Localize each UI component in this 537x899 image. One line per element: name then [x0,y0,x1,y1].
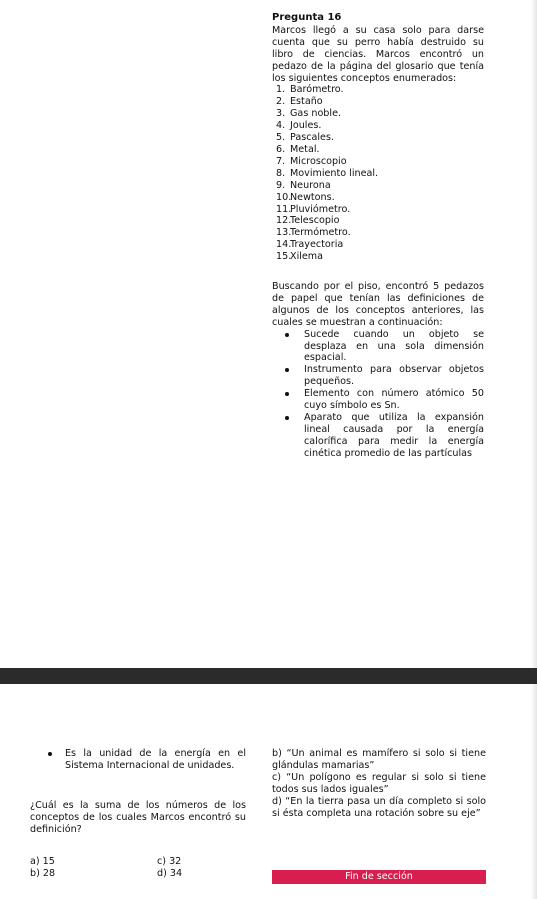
concept-item [276,143,484,156]
page-divider [0,668,537,684]
question-paragraph-2: Buscando por el piso, encontró 5 pedazos de papel que tenían las definiciones de algunos de los conceptos anteriores, las cuales se muestran a continuación: [272,281,484,328]
concept-number: 10. [276,191,292,203]
concept-text: Microscopio [290,155,347,167]
concept-item [276,191,484,204]
concept-number: 7. [276,155,286,167]
concept-text: Newtons. [290,191,335,203]
definition-item: Es la unidad de la energía en el Sistema Internacional de unidades. [65,748,246,771]
concept-number: 6. [276,143,286,155]
end-of-section-banner: Fin de sección [272,870,486,884]
question-title: Pregunta 16 [272,12,342,23]
definition-item: Instrumento para observar objetos pequeños. [304,364,484,388]
definition-item: Elemento con número atómico 50 cuyo símbolo es Sn. [304,388,484,412]
question-top-column [272,12,484,460]
right-column-options [272,748,486,819]
statement-d: d) “En la tierra pasa un día completo si solo si ésta completa una rotación sobre su eje” [272,795,486,819]
concept-number: 5. [276,132,286,144]
concept-number: 9. [276,179,286,191]
definition-item: Sucede cuando un objeto se desplaza en una sola dimensión espacial. [304,328,484,364]
question-continuation [48,748,246,772]
concept-item [276,96,484,108]
concept-text: Metal. [290,143,320,155]
concept-item [276,132,484,144]
concept-text: Xilema [290,251,324,263]
concept-number: 15. [276,251,292,263]
concept-number: 13. [276,227,292,239]
concept-text: Pluviómetro. [290,203,351,215]
concept-text: Barómetro. [290,84,344,96]
statement-c: c) “Un polígono es regular si solo si tiene todos sus lados iguales” [272,771,486,795]
concept-number: 11. [276,203,292,215]
concept-item [276,239,484,251]
question-prompt: ¿Cuál es la suma de los números de los conceptos de los cuales Marcos encontró su definición? [30,800,246,835]
concept-number: 1. [276,84,286,96]
concept-item [276,155,484,168]
option-b[interactable]: b) 28 [30,868,56,879]
concept-number: 8. [276,167,286,179]
concept-text: Termómetro. [290,227,351,239]
concept-text: Pascales. [290,132,335,144]
question-intro: Marcos llegó a su casa solo para darse cuenta que su perro había destruido su libro de ciencias. Marcos encontró un pedazo de la página del glosario que tenía los siguientes conceptos enumerados: [272,24,484,84]
concept-item [276,167,484,180]
concept-item [276,84,484,96]
concept-item [276,120,484,132]
spacer [272,263,484,281]
concept-text: Trayectoria [290,239,344,251]
concept-text: Gas noble. [290,108,342,120]
option-c[interactable]: c) 32 [157,856,182,867]
concept-item [276,227,484,239]
concept-item [276,203,484,216]
concept-text: Estaño [290,96,323,108]
concept-number: 12. [276,215,292,227]
concept-number: 4. [276,120,286,132]
concept-text: Telescopio [290,215,340,227]
statement-b: b) “Un animal es mamífero si solo si tiene glándulas mamarias” [272,748,486,771]
concept-text: Movimiento lineal. [290,167,379,179]
concept-item [276,108,484,120]
concept-list [272,84,484,263]
option-a[interactable]: a) 15 [30,856,55,867]
concept-number: 14. [276,239,292,251]
definition-list [272,329,484,460]
concept-item [276,251,484,263]
definition-list-continued [48,748,246,772]
concept-number: 2. [276,96,286,108]
definition-item: Aparato que utiliza la expansión lineal causada por la energía calorífica para medir la energía cinética promedio de las partículas [304,412,484,459]
concept-text: Joules. [290,120,322,132]
concept-item [276,215,484,227]
concept-text: Neurona [290,179,331,191]
concept-number: 3. [276,108,286,120]
page-edge-shadow [531,0,537,668]
option-d[interactable]: d) 34 [157,868,183,879]
page-edge-shadow-lower [531,684,537,899]
concept-item [276,179,484,192]
